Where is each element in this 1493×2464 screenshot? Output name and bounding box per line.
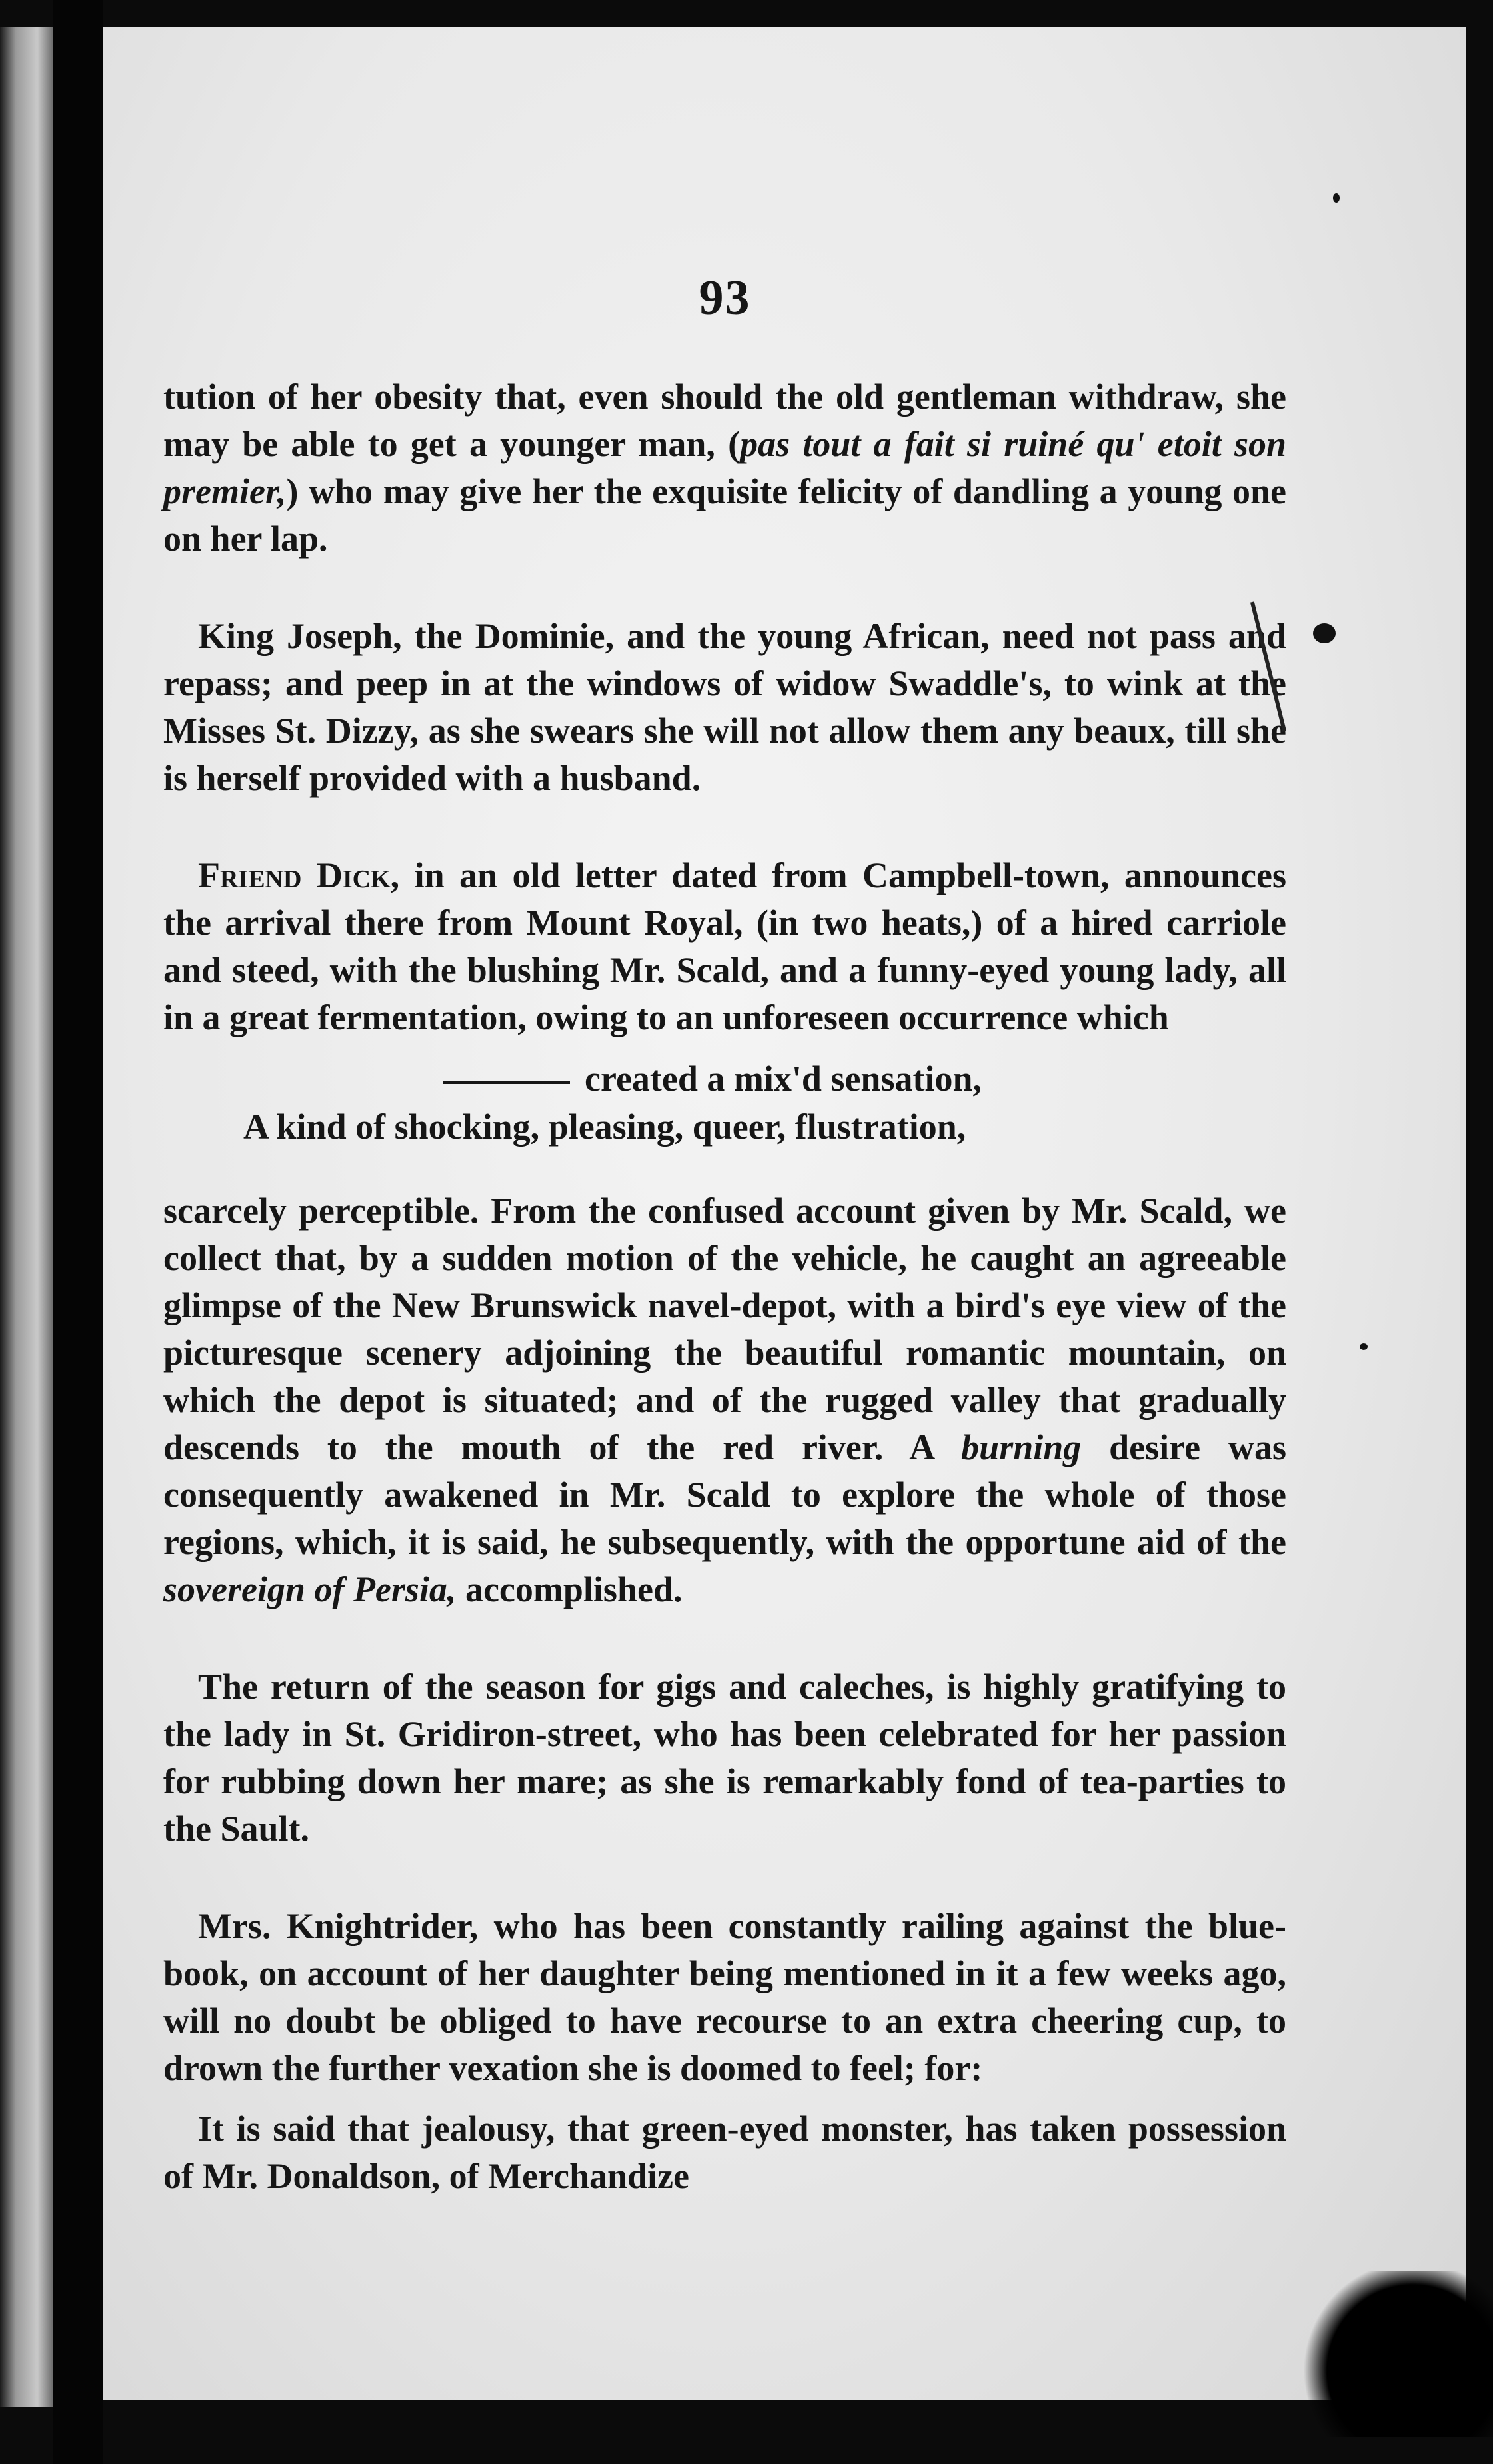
- facing-page-edge: [0, 27, 53, 2407]
- ink-speck: [1313, 623, 1336, 643]
- text-run: sovereign of Persia,: [163, 1569, 457, 1609]
- verse-dash: [443, 1081, 570, 1084]
- text-run: Friend Dick,: [198, 855, 400, 895]
- paragraph-1: [163, 373, 1286, 563]
- verse-line-1-text: created a mix'd sensation,: [585, 1059, 982, 1099]
- ink-speck: [1333, 193, 1340, 203]
- text-run: pas tout a fait si ruiné qu' etoit son premier,: [163, 424, 1286, 511]
- text-run: burning: [961, 1427, 1082, 1467]
- ink-speck: [1360, 1343, 1368, 1350]
- scan-shadow: [1293, 2271, 1493, 2437]
- verse-quote: [163, 1055, 1286, 1151]
- text-run: It is said that jealousy, that green-eyed monster, has taken possession of Mr. Donaldson, of Merchandize: [163, 2109, 1286, 2196]
- text-run: in an old letter dated from Campbell-town, announces the arrival there from Mount Royal, (in two heats,) of a hired carriole and steed, with the blushing Mr. Scald, and a funny-eyed young lady, all in a great fermentation, owing to an unforeseen occurrence which: [163, 855, 1287, 1037]
- text-run: scarcely perceptible. From the confused account given by Mr. Scald, we collect that, by a sudden motion of the vehicle, he caught an agreeable glimpse of the New Brunswick navel-depot, with a bird's eye view of the picturesque scenery adjoining the beautiful romantic mountain, on which the depot is situated; and of the rugged valley that gradually descends to the mouth of the red river. A: [163, 1191, 1286, 1467]
- text-run: King Joseph, the Dominie, and the young African, need not pass and repass; and peep in at the windows of widow Swaddle's, to wink at the Misses St. Dizzy, as she swears she will not allow them any beaux, till she is herself provided with a husband.: [163, 616, 1286, 798]
- verse-line-1: [163, 1055, 1286, 1103]
- verse-line-2: A kind of shocking, pleasing, queer, flustration,: [243, 1107, 966, 1147]
- text-run: accomplished.: [456, 1569, 683, 1609]
- text-run: The return of the season for gigs and caleches, is highly gratifying to the lady in St. Gridiron-street, who has been celebrated for her passion for rubbing down her mare; as she is remarkably fond of tea-parties to the Sault.: [163, 1667, 1286, 1849]
- paragraph-5: [163, 1663, 1286, 1853]
- paragraph-4: [163, 1187, 1286, 1613]
- text-run: ) who may give her the exquisite felicity of dandling a young one on her lap.: [163, 471, 1286, 559]
- paragraph-2: [163, 613, 1286, 802]
- text-run: Mrs. Knightrider, who has been constantly railing against the blue-book, on account of her daughter being mentioned in it a few weeks ago, will no doubt be obliged to have recourse to an extra cheering cup, to drown the further vexation she is doomed to feel; for:: [163, 1906, 1286, 2088]
- text-run: tution of her obesity that, even should the old gentleman withdraw, she may be able to get a younger man, (: [163, 377, 1286, 464]
- page-number: 93: [699, 271, 751, 325]
- paragraph-3: [163, 852, 1286, 1041]
- paragraph-6: [163, 1903, 1286, 2092]
- paragraph-7: [163, 2105, 1286, 2200]
- scanned-page: [103, 27, 1466, 2400]
- book-gutter: [53, 0, 103, 2464]
- text-run: desire was consequently awakened in Mr. Scald to explore the whole of those regions, which, it is said, he subsequently, with the opportune aid of the: [163, 1427, 1286, 1562]
